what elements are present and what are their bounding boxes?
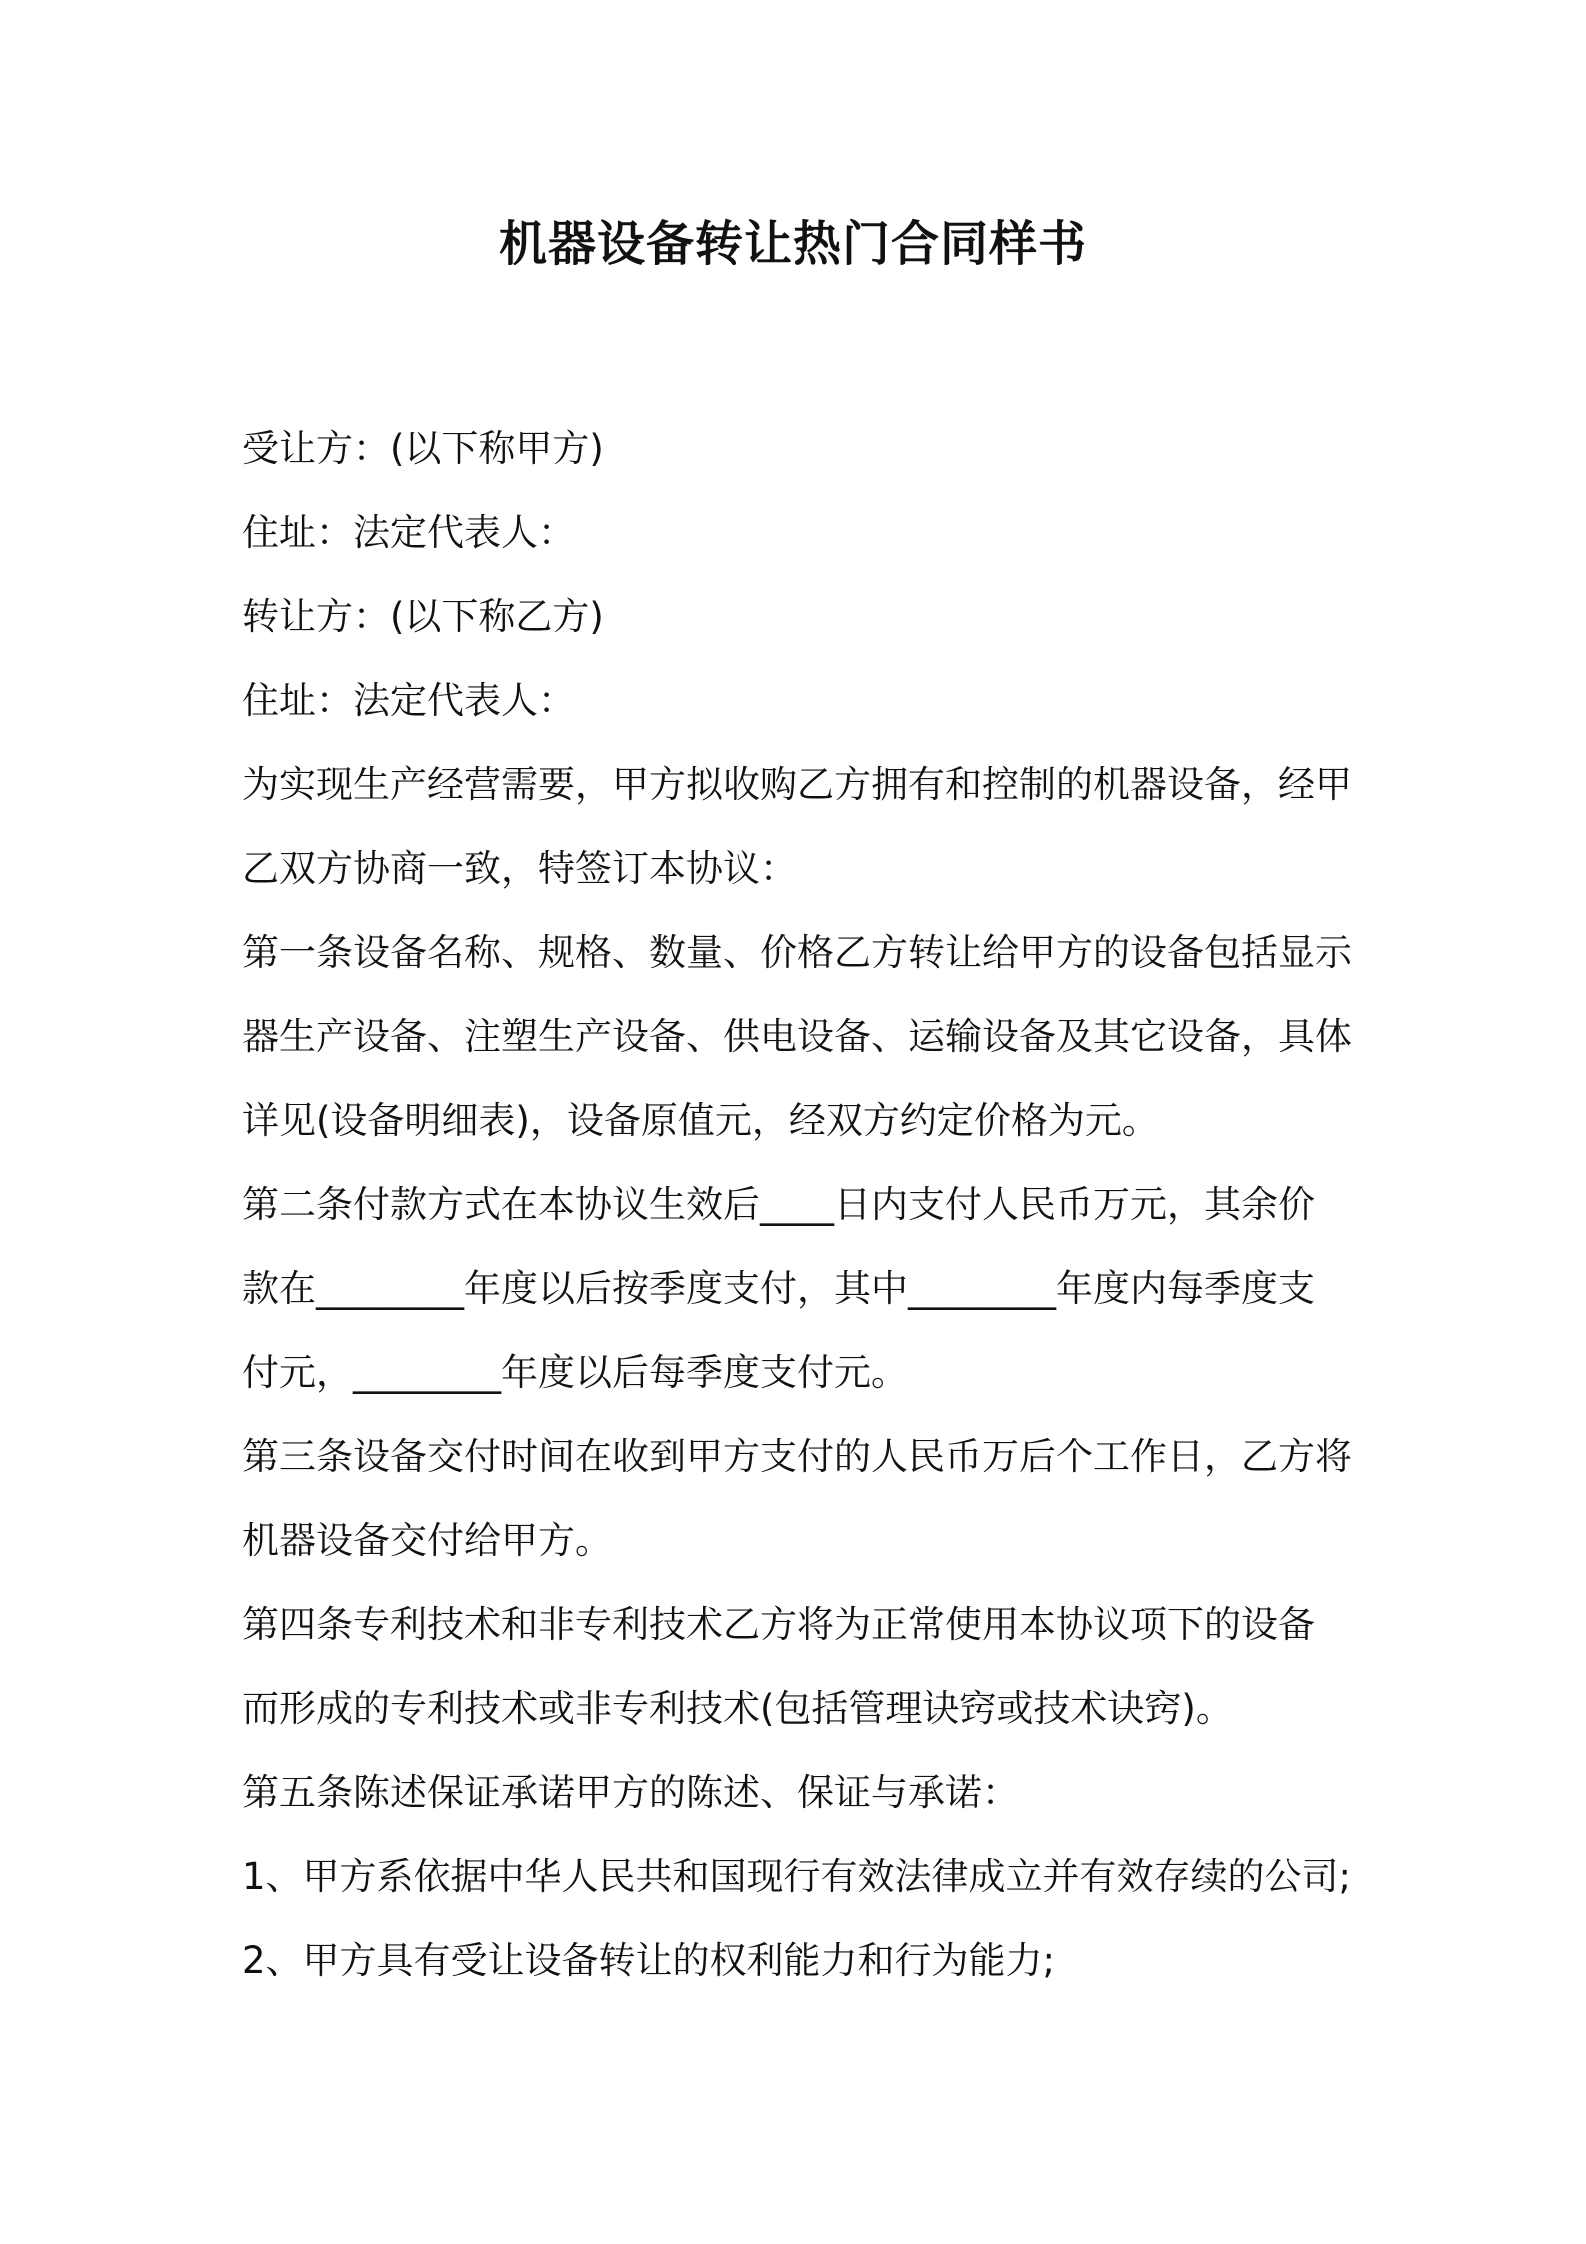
party-b-address-line: 住址：法定代表人： bbox=[242, 679, 575, 722]
preamble-line: 为实现生产经营需要，甲方拟收购乙方拥有和控制的机器设备，经甲 bbox=[242, 763, 1352, 806]
preamble-line: 乙双方协商一致，特签订本协议： bbox=[242, 847, 797, 890]
article-5-item-1: 1、甲方系依据中华人民共和国现行有效法律成立并有效存续的公司; bbox=[242, 1855, 1352, 1898]
article-2-line: 付元，________年度以后每季度支付元。 bbox=[242, 1351, 908, 1394]
article-5-line: 第五条陈述保证承诺甲方的陈述、保证与承诺： bbox=[242, 1771, 1019, 1814]
party-a-line: 受让方：(以下称甲方) bbox=[242, 427, 604, 470]
article-1-line: 详见(设备明细表)，设备原值元，经双方约定价格为元。 bbox=[242, 1099, 1159, 1142]
article-3-line: 第三条设备交付时间在收到甲方支付的人民币万后个工作日，乙方将 bbox=[242, 1435, 1352, 1478]
party-a-address-line: 住址：法定代表人： bbox=[242, 511, 575, 554]
article-4-line: 第四条专利技术和非专利技术乙方将为正常使用本协议项下的设备 bbox=[242, 1603, 1315, 1646]
article-2-line: 第二条付款方式在本协议生效后____日内支付人民币万元，其余价 bbox=[242, 1183, 1315, 1226]
article-2-line: 款在________年度以后按季度支付，其中________年度内每季度支 bbox=[242, 1267, 1315, 1310]
article-1-line: 第一条设备名称、规格、数量、价格乙方转让给甲方的设备包括显示 bbox=[242, 931, 1352, 974]
document-body bbox=[242, 407, 1362, 2003]
article-3-line: 机器设备交付给甲方。 bbox=[242, 1519, 612, 1562]
document-title: 机器设备转让热门合同样书 bbox=[498, 216, 1087, 272]
article-1-line: 器生产设备、注塑生产设备、供电设备、运输设备及其它设备，具体 bbox=[242, 1015, 1352, 1058]
article-5-item-2: 2、甲方具有受让设备转让的权利能力和行为能力; bbox=[242, 1939, 1056, 1982]
party-b-line: 转让方：(以下称乙方) bbox=[242, 595, 604, 638]
article-4-line: 而形成的专利技术或非专利技术(包括管理诀窍或技术诀窍)。 bbox=[242, 1687, 1233, 1730]
